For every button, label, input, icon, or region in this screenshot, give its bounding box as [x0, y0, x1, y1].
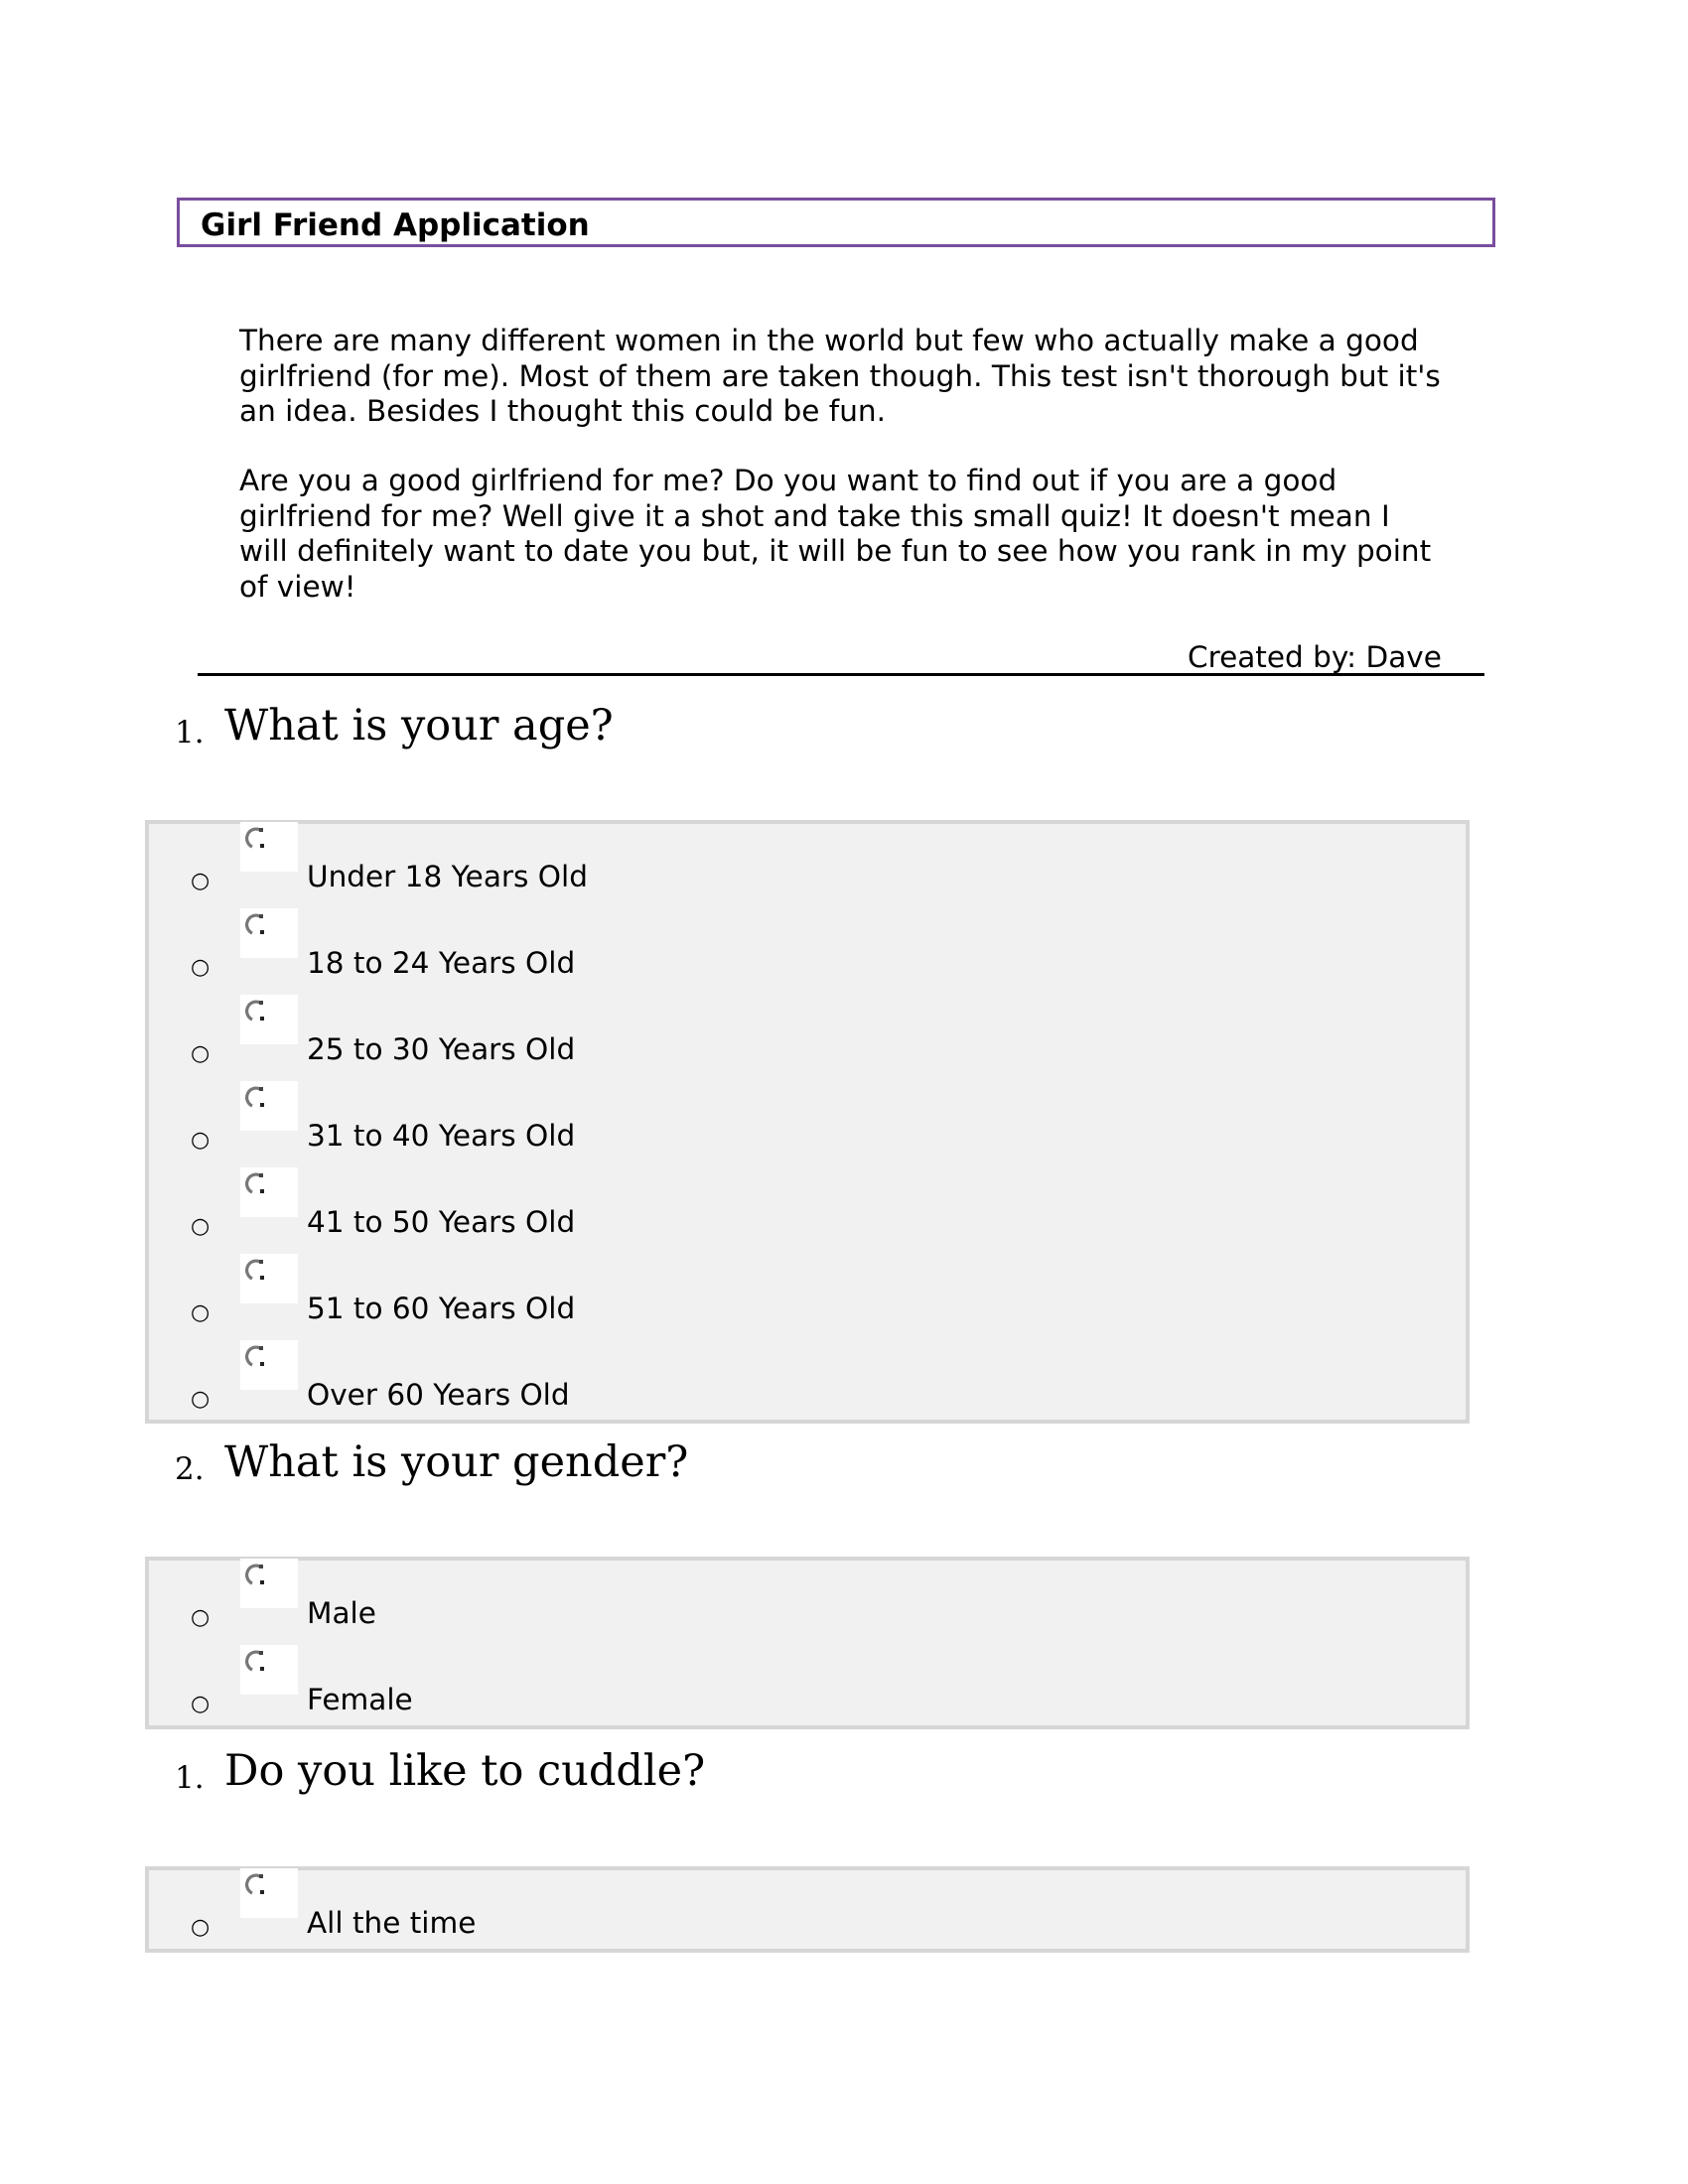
circle-bullet-icon: ○	[191, 955, 211, 980]
question-text: What is your gender?	[224, 1437, 689, 1487]
circle-bullet-icon: ○	[191, 1915, 211, 1940]
option-label: Over 60 Years Old	[307, 1378, 570, 1412]
radio-loading-icon[interactable]	[240, 1559, 298, 1608]
option-label: 31 to 40 Years Old	[307, 1119, 576, 1153]
option-label: All the time	[307, 1906, 477, 1940]
intro-line: Are you a good girlfriend for me? Do you want to find out if you are a good	[239, 464, 1337, 497]
circle-bullet-icon: ○	[191, 1214, 211, 1239]
intro-line: girlfriend for me? Well give it a shot and take this small quiz! It doesn't mean I	[239, 498, 1390, 533]
radio-loading-icon[interactable]	[240, 995, 298, 1044]
radio-loading-icon[interactable]	[240, 1868, 298, 1918]
question-text: Do you like to cuddle?	[224, 1746, 706, 1796]
circle-bullet-icon: ○	[191, 1041, 211, 1066]
options-panel	[145, 1557, 1470, 1729]
answer-option[interactable]	[149, 995, 1466, 1081]
answer-option[interactable]	[149, 1254, 1466, 1340]
answer-option[interactable]	[149, 1081, 1466, 1167]
option-label: 18 to 24 Years Old	[307, 946, 576, 980]
radio-loading-icon[interactable]	[240, 908, 298, 958]
intro-line: of view!	[239, 569, 356, 604]
question-number: 1.	[175, 1760, 205, 1796]
radio-loading-icon[interactable]	[240, 1254, 298, 1303]
circle-bullet-icon: ○	[191, 869, 211, 893]
radio-loading-icon[interactable]	[240, 1340, 298, 1390]
intro-line: an idea. Besides I thought this could be fun.	[239, 394, 886, 428]
question-number: 2.	[175, 1451, 205, 1487]
divider-rule	[198, 673, 1484, 676]
title-box	[177, 198, 1495, 247]
intro-paragraph-1	[239, 324, 1471, 430]
circle-bullet-icon: ○	[191, 1605, 211, 1630]
intro-line: will definitely want to date you but, it will be fun to see how you rank in my point	[239, 534, 1432, 568]
radio-loading-icon[interactable]	[240, 822, 298, 872]
options-panel	[145, 820, 1470, 1424]
question-text: What is your age?	[224, 701, 614, 751]
answer-option[interactable]	[149, 1340, 1466, 1427]
option-label: 51 to 60 Years Old	[307, 1292, 576, 1325]
answer-option[interactable]	[149, 908, 1466, 995]
option-label: 41 to 50 Years Old	[307, 1205, 576, 1239]
intro-paragraph-2	[239, 464, 1471, 605]
answer-option[interactable]	[149, 1559, 1466, 1645]
option-label: 25 to 30 Years Old	[307, 1032, 576, 1066]
intro-line: girlfriend (for me). Most of them are taken though. This test isn't thorough but it's	[239, 358, 1441, 393]
circle-bullet-icon: ○	[191, 1692, 211, 1716]
answer-option[interactable]	[149, 1167, 1466, 1254]
page-title: Girl Friend Application	[201, 207, 590, 243]
radio-loading-icon[interactable]	[240, 1081, 298, 1131]
circle-bullet-icon: ○	[191, 1128, 211, 1153]
answer-option[interactable]	[149, 822, 1466, 908]
radio-loading-icon[interactable]	[240, 1167, 298, 1217]
options-panel	[145, 1866, 1470, 1953]
question-number: 1.	[175, 715, 205, 751]
option-label: Male	[307, 1596, 376, 1630]
circle-bullet-icon: ○	[191, 1300, 211, 1325]
answer-option[interactable]	[149, 1868, 1466, 1955]
created-by-credit: Created by: Dave	[1188, 640, 1442, 674]
option-label: Under 18 Years Old	[307, 860, 588, 893]
intro-line: There are many different women in the world but few who actually make a good	[239, 324, 1419, 357]
circle-bullet-icon: ○	[191, 1387, 211, 1412]
answer-option[interactable]	[149, 1645, 1466, 1731]
option-label: Female	[307, 1683, 413, 1716]
radio-loading-icon[interactable]	[240, 1645, 298, 1695]
